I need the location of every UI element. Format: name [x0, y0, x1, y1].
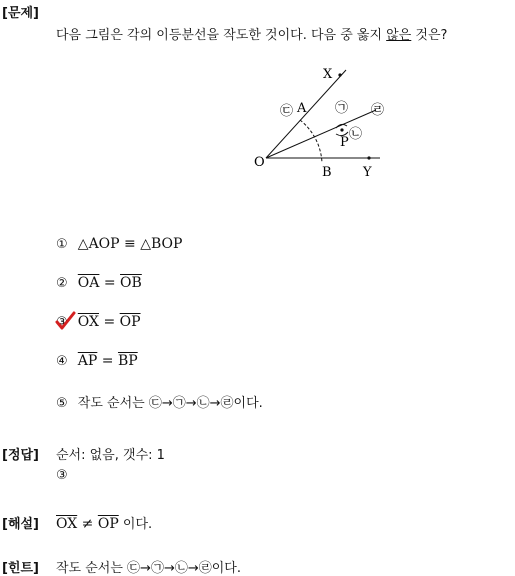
- choice-3-segment-a: $\overline{OX}$: [77, 314, 99, 330]
- question-emphasis: 않은: [386, 28, 412, 43]
- label-b: B: [322, 165, 332, 180]
- label-x: X: [323, 67, 333, 82]
- choice-5-number: ⑤: [56, 396, 68, 411]
- point-x: [338, 73, 341, 76]
- choice-4-segment-b: $\overline{BP}$: [117, 353, 138, 369]
- angle-bisector-figure: [248, 62, 388, 184]
- choice-2[interactable]: [56, 275, 142, 291]
- choice-3[interactable]: [56, 314, 141, 330]
- choice-3-number: ③: [56, 315, 68, 330]
- label-p: P: [340, 135, 349, 150]
- question-text: [56, 24, 447, 43]
- choice-2-segment-a: $\overline{OA}$: [77, 275, 100, 291]
- explanation-text: [56, 513, 152, 532]
- question-suffix: 것은?: [411, 28, 448, 43]
- check-mark-icon: [54, 311, 76, 331]
- explanation-suffix: 이다.: [118, 517, 153, 532]
- explanation-op: ≠: [77, 516, 98, 532]
- answer-line-2: ③: [56, 468, 68, 483]
- choice-4-number: ④: [56, 354, 68, 369]
- choice-3-segment-b: $\overline{OP}$: [119, 314, 141, 330]
- choice-1[interactable]: [56, 236, 182, 252]
- label-y: Y: [363, 165, 372, 180]
- hint-label: [힌트]: [2, 561, 39, 576]
- explanation-label: [해설]: [2, 517, 39, 532]
- label-a: A: [297, 101, 307, 116]
- explanation-segment-b: $\overline{OP}$: [97, 516, 119, 532]
- choice-4[interactable]: [56, 353, 138, 369]
- point-y: [367, 156, 370, 159]
- label-o: O: [254, 155, 265, 170]
- question-prefix: 다음 그림은 각의 이등분선을 작도한 것이다. 다음 중 옳지: [56, 28, 387, 43]
- explanation-segment-a: $\overline{OX}$: [56, 516, 78, 532]
- choice-4-segment-a: $\overline{AP}$: [77, 353, 98, 369]
- mark-step-4: ㉡: [349, 127, 363, 142]
- choice-2-number: ②: [56, 276, 68, 291]
- problem-label: [문제]: [2, 6, 39, 21]
- choice-1-number: ①: [56, 237, 68, 252]
- choice-2-op: =: [99, 275, 121, 291]
- answer-line-1: 순서: 없음, 갯수: 1: [56, 448, 165, 463]
- choice-5[interactable]: [56, 392, 263, 411]
- answer-label: [정답]: [2, 448, 39, 463]
- point-p: [340, 128, 343, 131]
- choice-2-segment-b: $\overline{OB}$: [120, 275, 142, 291]
- arc-near-p-1: [336, 124, 347, 128]
- mark-step-2: ㉠: [335, 101, 349, 116]
- mark-step-1: ㉢: [280, 104, 294, 119]
- choice-1-text: △AOP ≡ △BOP: [77, 236, 183, 252]
- hint-text: 작도 순서는 ㉢→㉠→㉡→㉣이다.: [56, 561, 241, 576]
- mark-step-3: ㉣: [371, 103, 385, 118]
- choice-3-op: =: [99, 314, 120, 330]
- choice-5-text: 작도 순서는 ㉢→㉠→㉡→㉣이다.: [77, 396, 263, 411]
- choice-4-op: =: [97, 353, 118, 369]
